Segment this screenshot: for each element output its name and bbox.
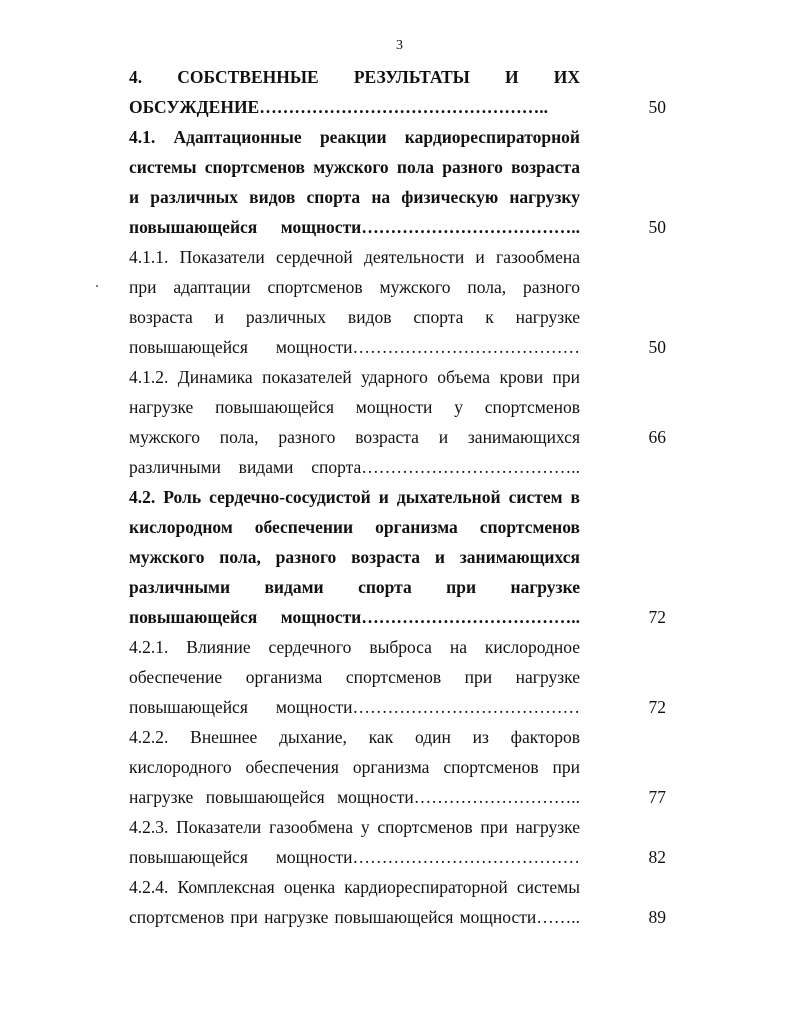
toc-line: системы спортсменов мужского пола разного возраста (129, 157, 580, 177)
toc-line: обеспечение организма спортсменов при нагрузке (129, 667, 580, 687)
toc-line: мужского пола, разного возраста и занимающихся (129, 427, 580, 447)
toc-line: повышающейся мощности……………………………….. (129, 607, 580, 627)
toc-page-number: 66 (648, 427, 666, 447)
toc-line: мужского пола, разного возраста и занимающихся (129, 547, 580, 567)
toc-page-number: 72 (648, 607, 666, 627)
toc-line: 4.2.2. Внешнее дыхание, как один из факторов (129, 727, 580, 747)
toc-line: повышающейся мощности……………………………….. (129, 217, 580, 237)
toc-page-number: 89 (648, 907, 666, 927)
toc-line: возраста и различных видов спорта к нагрузке (129, 307, 580, 327)
toc-line: кислородном обеспечении организма спортсменов (129, 517, 580, 537)
page-number: 3 (396, 38, 403, 53)
toc-line: повышающейся мощности………………………………… (129, 847, 580, 867)
toc-line: ОБСУЖДЕНИЕ………………………………………….. (129, 97, 548, 117)
toc-page-number: 50 (648, 97, 666, 117)
toc-line: и различных видов спорта на физическую нагрузку (129, 187, 580, 207)
toc-line: повышающейся мощности………………………………… (129, 697, 580, 717)
toc-line: 4.1.2. Динамика показателей ударного объема крови при (129, 367, 580, 387)
toc-line: спортсменов при нагрузке повышающейся мощности…….. (129, 907, 580, 927)
toc-line: нагрузке повышающейся мощности у спортсменов (129, 397, 580, 417)
toc-line: 4. СОБСТВЕННЫЕ РЕЗУЛЬТАТЫ И ИХ (129, 67, 580, 87)
toc-line: кислородного обеспечения организма спортсменов при (129, 757, 580, 777)
toc-page-number: 50 (648, 337, 666, 357)
toc-page-number: 50 (648, 217, 666, 237)
toc-page-number: 72 (648, 697, 666, 717)
toc-line: 4.2.1. Влияние сердечного выброса на кислородное (129, 637, 580, 657)
toc-line: 4.2.4. Комплексная оценка кардиореспираторной системы (129, 877, 580, 897)
toc-line: 4.2.3. Показатели газообмена у спортсменов при нагрузке (129, 817, 580, 837)
toc-page-number: 82 (648, 847, 666, 867)
toc-line: повышающейся мощности………………………………… (129, 337, 580, 357)
toc-line: 4.1.1. Показатели сердечной деятельности и газообмена (129, 247, 580, 267)
toc-line: при адаптации спортсменов мужского пола, разного (129, 277, 580, 297)
toc-page-number: 77 (648, 787, 666, 807)
toc-line: нагрузке повышающейся мощности……………………….. (129, 787, 580, 807)
toc-line: различными видами спорта……………………………….. (129, 457, 580, 477)
toc-line: различными видами спорта при нагрузке (129, 577, 580, 597)
toc-line: 4.2. Роль сердечно-сосудистой и дыхательной систем в (129, 487, 580, 507)
toc-line: 4.1. Адаптационные реакции кардиореспираторной (129, 127, 580, 147)
scan-dot-mark (96, 285, 98, 287)
